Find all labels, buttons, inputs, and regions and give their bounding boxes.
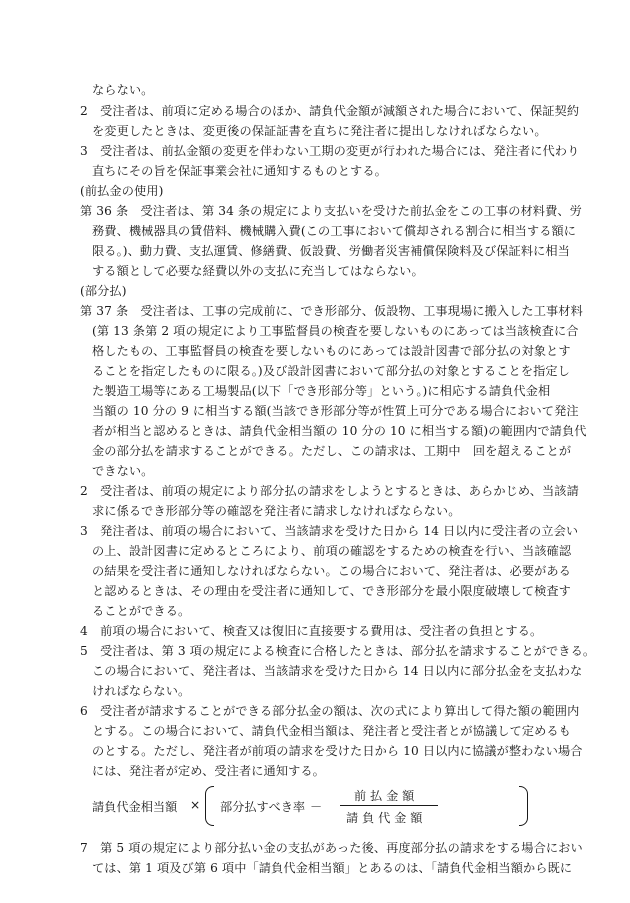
text-line: 務費、機械器具の賃借料、機械購入費(この工事において償却される割合に相当する額に bbox=[92, 224, 577, 238]
text-line: 6 受注者が請求することができる部分払金の額は、次の式により算出して得た額の範囲内 bbox=[80, 704, 580, 718]
text-line: 2 受注者は、前項に定める場合のほか、請負代金額が減額された場合において、保証契約 bbox=[80, 104, 580, 118]
text-line: 格したもの、工事監督員の検査を要しないものにあっては設計図書で部分払の対象とす bbox=[92, 344, 571, 358]
formula-denominator: 請 負 代 金 額 bbox=[346, 811, 423, 825]
text-line: ければならない。 bbox=[92, 684, 191, 698]
text-line: する額として必要な経費以外の支払に充当してはならない。 bbox=[92, 264, 424, 278]
text-line: 直ちにその旨を保証事業会社に通知するものとする。 bbox=[92, 164, 387, 178]
text-line: できない。 bbox=[92, 464, 154, 478]
text-line: ることを指定したものに限る。)及び設計図書において部分払の対象とすることを指定し bbox=[92, 364, 570, 378]
text-line: この場合において、発注者は、当該請求を受けた日から 14 日以内に部分払金を支払わな bbox=[92, 664, 583, 678]
formula-left-bracket bbox=[205, 786, 214, 826]
text-line: 4 前項の場合において、検査又は復旧に直接要する費用は、受注者の負担とする。 bbox=[80, 624, 543, 638]
section-heading: (前払金の使用) bbox=[80, 184, 164, 198]
text-line: の結果を受注者に通知しなければならない。この場合において、発注者は、必要がある bbox=[92, 564, 571, 578]
text-line: (第 13 条第 2 項の規定により工事監督員の検査を要しないものにあっては当該検査に合 bbox=[92, 324, 579, 338]
formula bbox=[92, 786, 452, 826]
section-heading: (部分払) bbox=[80, 284, 127, 298]
text-line: ることができる。 bbox=[92, 604, 191, 618]
text-line: 当額の 10 分の 9 に相当する額(当該でき形部分等が性質上可分である場合において発注 bbox=[92, 404, 579, 418]
text-line: とする。この場合において、請負代金相当額は、発注者と受注者とが協議して定めるも bbox=[92, 724, 571, 738]
text-line: ならない。 bbox=[92, 83, 154, 97]
formula-numerator: 前 払 金 額 bbox=[354, 789, 415, 803]
fraction-bar bbox=[340, 805, 438, 806]
text-line: た製造工場等にある工場製品(以下「でき形部分等」という。)に相応する請負代金相 bbox=[92, 384, 551, 398]
text-line: 7 第 5 項の規定により部分払い金の支払があった後、再度部分払の請求をする場合におい bbox=[80, 841, 583, 855]
text-line: を変更したときは、変更後の保証証書を直ちに発注者に提出しなければならない。 bbox=[92, 124, 547, 138]
formula-right-bracket bbox=[519, 786, 528, 826]
formula-lhs: 請負代金相当額 bbox=[92, 800, 178, 814]
text-line: 求に係るでき形部分等の確認を発注者に請求しなければならない。 bbox=[92, 504, 461, 518]
text-line: ては、第 1 項及び第 6 項中「請負代金相当額」とあるのは、「請負代金相当額から既に bbox=[92, 861, 573, 875]
text-line: 5 受注者は、第 3 項の規定による検査に合格したときは、部分払を請求することができる。 bbox=[80, 644, 596, 658]
text-line: と認めるときは、その理由を受注者に通知して、でき形部分を最小限度破壊して検査す bbox=[92, 584, 571, 598]
text-line: 第 37 条 受注者は、工事の完成前に、でき形部分、仮設物、工事現場に搬入した工事材料 bbox=[80, 304, 583, 318]
text-line: 2 受注者は、前項の規定により部分払の請求をしようとするときは、あらかじめ、当該請 bbox=[80, 484, 579, 498]
text-line: のとする。ただし、発注者が前項の請求を受けた日から 10 日以内に協議が整わない場合 bbox=[92, 744, 583, 758]
text-line: 限る。)、動力費、支払運賃、修繕費、仮設費、労働者災害補償保険料及び保証料に相当 bbox=[92, 244, 570, 258]
text-line: 者が相当と認めるときは、請負代金相当額の 10 分の 10 に相当する額)の範囲内で請負代 bbox=[92, 424, 587, 438]
text-line: 金の部分払を請求することができる。ただし、この請求は、工期中 回を超えることが bbox=[92, 444, 572, 458]
formula-minus: － bbox=[310, 800, 323, 814]
text-line: の上、設計図書に定めるところにより、前項の確認をするための検査を行い、当該確認 bbox=[92, 544, 572, 558]
formula-term: 部分払すべき率 bbox=[220, 800, 306, 814]
text-line: 第 36 条 受注者は、第 34 条の規定により支払いを受けた前払金をこの工事の材料費、労 bbox=[80, 204, 582, 218]
text-line: 3 受注者は、前払金額の変更を伴わない工期の変更が行われた場合には、発注者に代わり bbox=[80, 144, 580, 158]
formula-times: × bbox=[190, 798, 201, 812]
text-line: には、発注者が定め、受注者に通知する。 bbox=[92, 764, 325, 778]
text-line: 3 発注者は、前項の場合において、当該請求を受けた日から 14 日以内に受注者の立会い bbox=[80, 524, 579, 538]
